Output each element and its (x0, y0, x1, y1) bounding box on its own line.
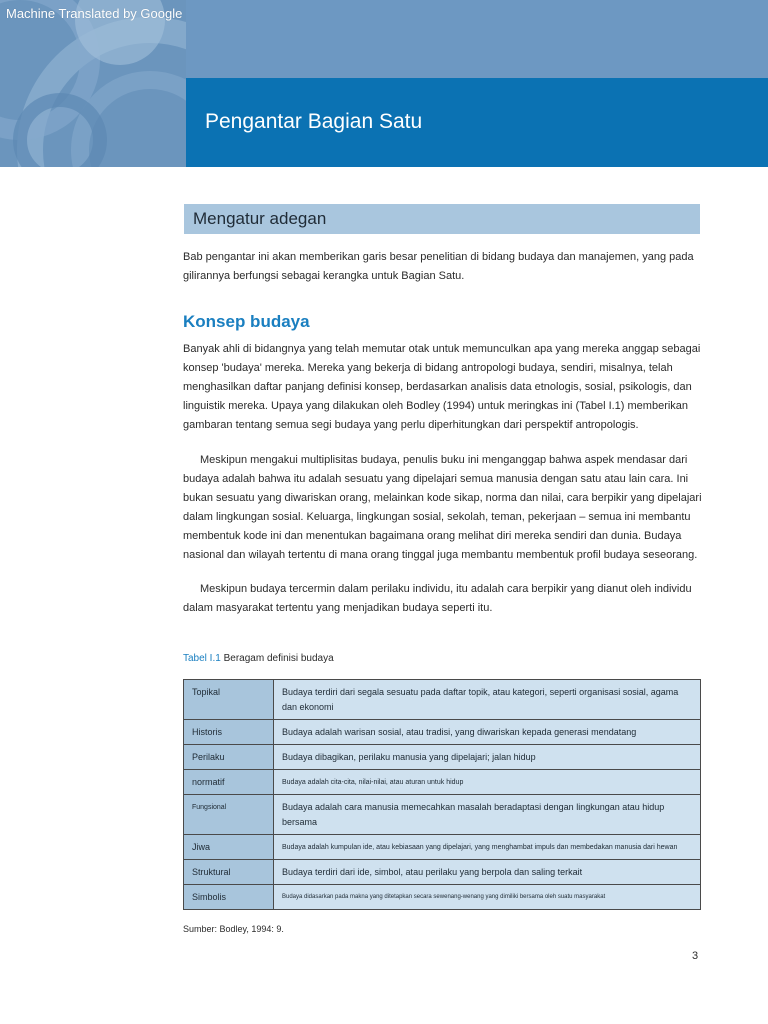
table-caption (183, 653, 334, 664)
table-row (184, 885, 701, 910)
table-term: Historis (184, 720, 274, 745)
table-row (184, 720, 701, 745)
table-definition: Budaya adalah cita-cita, nilai-nilai, atau aturan untuk hidup (274, 770, 701, 795)
table-term: normatif (184, 770, 274, 795)
table-source: Sumber: Bodley, 1994: 9. (183, 924, 284, 934)
table-term: Perilaku (184, 745, 274, 770)
machine-translated-label: Machine Translated by Google (6, 6, 183, 21)
table-caption-number: Tabel I.1 (183, 653, 221, 664)
header-decorative-pattern (0, 0, 186, 167)
table-definition: Budaya adalah warisan sosial, atau tradisi, yang diwariskan kepada generasi mendatang (274, 720, 701, 745)
table-term: Struktural (184, 860, 274, 885)
table-row (184, 795, 701, 835)
concept-paragraph-1: Banyak ahli di bidangnya yang telah memutar otak untuk memunculkan apa yang mereka anggap sebagai konsep 'budaya' mereka. Mereka yang bekerja di bidang antropologi budaya, sendiri, misalnya, telah menghasilkan daftar panjang definisi konsep, berdasarkan analisis data etnologis, sosial, psikologis, dan linguistik mereka. Upaya yang dilakukan oleh Bodley (1994) untuk meringkas ini (Tabel I.1) memberikan gambaran tentang semua segi budaya yang perlu diperhitungkan dari perspektif antropologis. (183, 343, 701, 431)
concept-heading: Konsep budaya (183, 312, 310, 331)
section-heading: Mengatur adegan (193, 209, 327, 228)
table-term: Simbolis (184, 885, 274, 910)
page-number: 3 (692, 950, 699, 962)
table-row (184, 860, 701, 885)
table-definition: Budaya terdiri dari segala sesuatu pada daftar topik, atau kategori, seperti organisasi sosial, agama dan ekonomi (274, 680, 701, 720)
table-term: Jiwa (184, 835, 274, 860)
table-term: Fungsional (184, 795, 274, 835)
table-definition: Budaya didasarkan pada makna yang ditetapkan secara sewenang-wenang yang dimiliki bersama oleh suatu masyarakat (274, 885, 701, 910)
table-definition: Budaya dibagikan, perilaku manusia yang dipelajari; jalan hidup (274, 745, 701, 770)
section-heading-bar (184, 204, 700, 234)
page-title: Pengantar Bagian Satu (205, 110, 423, 133)
concept-paragraph-2: Meskipun mengakui multiplisitas budaya, penulis buku ini menganggap bahwa aspek mendasar dari budaya adalah bahwa itu adalah sesuatu yang dipelajari semua manusia dengan satu atau lain cara. Ini bukan sesuatu yang diwariskan orang, melainkan kode sikap, norma dan nilai, cara berpikir yang dipelajari dalam lingkungan sosial. Keluarga, lingkungan sosial, sekolah, teman, pekerjaan – semua ini membantu membentuk kode ini dan menentukan bagaimana orang melihat diri mereka sendiri dan dunia. Budaya nasional dan wilayah tertentu di mana orang tinggal juga membantu membentuk profil budaya seseorang. (183, 454, 702, 561)
definitions-table (183, 679, 701, 910)
table-definition: Budaya terdiri dari ide, simbol, atau perilaku yang berpola dan saling terkait (274, 860, 701, 885)
table-caption-text: Beragam definisi budaya (223, 653, 334, 664)
table-row (184, 835, 701, 860)
table-term: Topikal (184, 680, 274, 720)
table-row (184, 770, 701, 795)
table-row (184, 680, 701, 720)
page-header (0, 0, 768, 167)
table-definition: Budaya adalah kumpulan ide, atau kebiasaan yang dipelajari, yang menghambat impuls dan membedakan manusia dari hewan (274, 835, 701, 860)
table-definition: Budaya adalah cara manusia memecahkan masalah beradaptasi dengan lingkungan atau hidup bersama (274, 795, 701, 835)
intro-paragraph: Bab pengantar ini akan memberikan garis besar penelitian di bidang budaya dan manajemen, yang pada gilirannya berfungsi sebagai kerangka untuk Bagian Satu. (183, 251, 694, 282)
header-band-top (186, 0, 768, 78)
table-row (184, 745, 701, 770)
concept-paragraph-3: Meskipun budaya tercermin dalam perilaku individu, itu adalah cara berpikir yang dianut oleh individu dalam masyarakat tertentu yang menjadikan budaya seperti itu. (183, 583, 692, 614)
circles-pattern-icon (0, 0, 186, 167)
